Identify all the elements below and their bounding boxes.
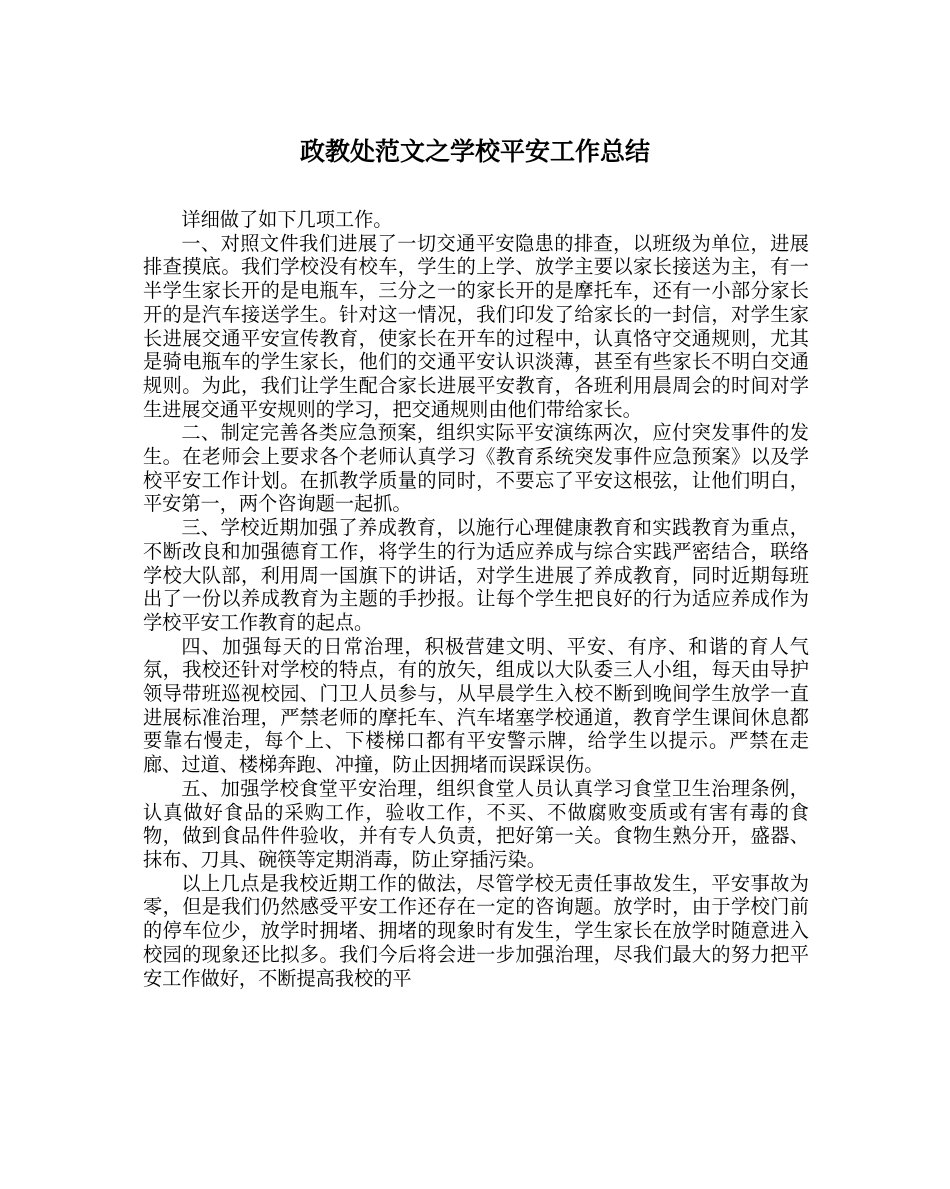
- paragraph-conclusion: 以上几点是我校近期工作的做法，尽管学校无责任事故发生，平安事故为零，但是我们仍然感受平安工作还存在一定的咨询题。放学时，由于学校门前的停车位少，放学时拥堵、拥堵的现象时有发生，学生家长在放学时随意进入校园的现象还比拟多。我们今后将会进一步加强治理，尽我们最大的努力把平安工作做好，不断提高我校的平: [143, 871, 809, 990]
- document-body: [143, 208, 809, 990]
- paragraph-intro: 详细做了如下几项工作。: [181, 208, 393, 231]
- paragraph-daily-management: 四、加强每天的日常治理，积极营建文明、平安、有序、和谐的育人气氛，我校还针对学校的特点，有的放矢，组成以大队委三人小组，每天由导护领导带班巡视校园、门卫人员参与，从早晨学生入校不断到晚间学生放学一直进展标准治理，严禁老师的摩托车、汽车堵塞学校通道，教育学生课间休息都要靠右慢走，每个上、下楼梯口都有平安警示牌，给学生以提示。严禁在走廊、过道、楼梯奔跑、冲撞，防止因拥堵而误踩误伤。: [143, 634, 809, 777]
- paragraph-emergency-plans: 二、制定完善各类应急预案，组织实际平安演练两次，应付突发事件的发生。在老师会上要求各个老师认真学习《教育系统突发事件应急预案》以及学校平安工作计划。在抓教学质量的同时，不要忘了平安这根弦，让他们明白，平安第一，两个咨询题一起抓。: [143, 421, 809, 516]
- paragraph-habit-education: 三、学校近期加强了养成教育，以施行心理健康教育和实践教育为重点，不断改良和加强德育工作，将学生的行为适应养成与综合实践严密结合，联络学校大队部，利用周一国旗下的讲话，对学生进展了养成教育，同时近期每班出了一份以养成教育为主题的手抄报。让每个学生把良好的行为适应养成作为学校平安工作教育的起点。: [143, 516, 809, 634]
- paragraph-canteen-safety: 五、加强学校食堂平安治理，组织食堂人员认真学习食堂卫生治理条例，认真做好食品的采购工作，验收工作，不买、不做腐败变质或有害有毒的食物，做到食品件件验收，并有专人负责，把好第一关。食物生熟分开，盛器、抹布、刀具、碗筷等定期消毒，防止穿插污染。: [143, 776, 809, 871]
- document-title: 政教处范文之学校平安工作总结: [299, 137, 650, 166]
- paragraph-traffic-safety: 一、对照文件我们进展了一切交通平安隐患的排查，以班级为单位，进展排查摸底。我们学校没有校车，学生的上学、放学主要以家长接送为主，有一半学生家长开的是电瓶车，三分之一的家长开的是摩托车，还有一小部分家长开的是汽车接送学生。针对这一情况，我们印发了给家长的一封信，对学生家长进展交通平安宣传教育，使家长在开车的过程中，认真恪守交通规则，尤其是骑电瓶车的学生家长，他们的交通平安认识淡薄，甚至有些家长不明白交通规则。为此，我们让学生配合家长进展平安教育，各班利用晨周会的时间对学生进展交通平安规则的学习，把交通规则由他们带给家长。: [143, 231, 809, 421]
